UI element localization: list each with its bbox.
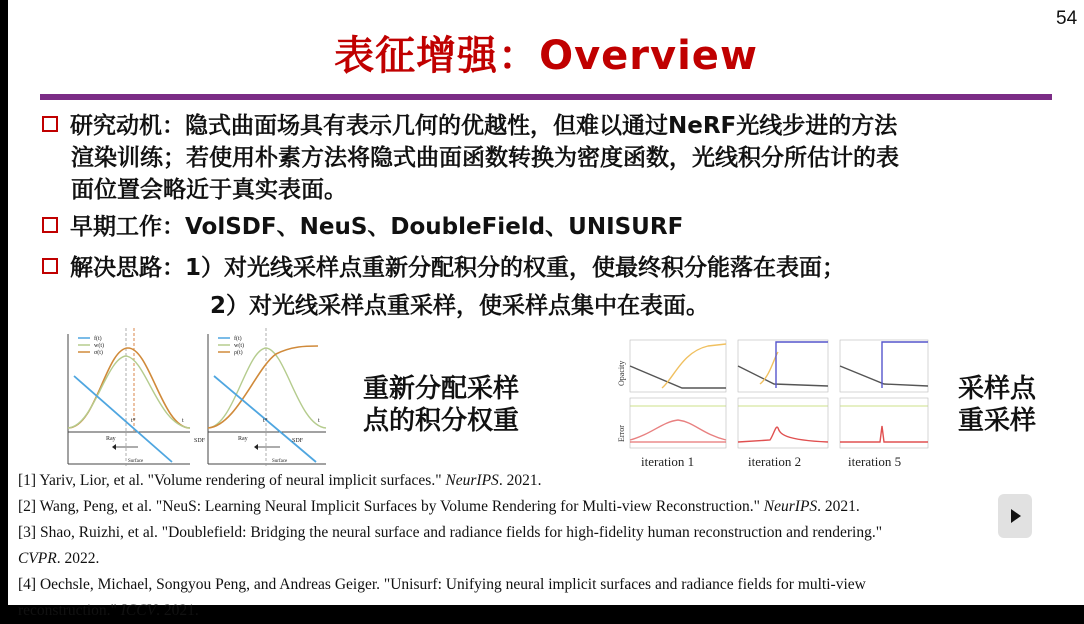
- plot2-sdf-label: SDF: [292, 438, 304, 444]
- weight-redistribution-figure: [66, 328, 328, 468]
- plot1-tick-tstar: t*: [131, 418, 136, 424]
- plot2-legend-w: w(t): [234, 343, 244, 349]
- plot2-tick-tstar: t*: [263, 418, 268, 424]
- plot2-tick-t: t: [318, 418, 320, 424]
- reference-4-cont: reconstruction." ICCV. 2021.: [18, 602, 199, 619]
- plot2-legend-f: f(t): [234, 336, 242, 342]
- reference-3: [3] Shao, Ruizhi, et al. "Doublefield: Bridging the neural surface and radiance fields for high-fidelity human reconstruction and rendering.": [18, 524, 883, 541]
- plot1-legend-f: f(t): [94, 336, 102, 342]
- iteration-2-panels: [738, 340, 828, 448]
- bullet-motivation-line3: 面位置会略近于真实表面。: [71, 177, 347, 203]
- weight-redistribution-caption: [363, 373, 519, 437]
- iteration-1-label: iteration 1: [641, 454, 695, 469]
- plot2-surface-label: Surface: [272, 459, 288, 464]
- iteration-2-label: iteration 2: [748, 454, 802, 469]
- plot2-ray-label: Ray: [238, 436, 248, 442]
- caption2-line2: 重采样: [958, 406, 1037, 436]
- bullet-square-icon: [42, 116, 58, 132]
- plot1-surface-label: Surface: [128, 459, 144, 464]
- bullet-square-icon: [42, 217, 58, 233]
- reference-4: [4] Oechsle, Michael, Songyou Peng, and Andreas Geiger. "Unisurf: Unifying neural implicit surfaces and radiance fields for multi-view: [18, 576, 866, 593]
- reference-1: [1] Yariv, Lior, et al. "Volume rendering of neural implicit surfaces." NeurIPS. 2021.: [18, 472, 542, 489]
- page-number: 54: [1056, 8, 1078, 29]
- bullet-solution-line2: 2）对光线采样点重采样，使采样点集中在表面。: [210, 293, 710, 319]
- slide-title: 表征增强：Overview: [334, 33, 758, 79]
- bullet-motivation: [42, 110, 1052, 206]
- resampling-caption: [958, 373, 1036, 437]
- iteration-1-panels: [630, 340, 726, 448]
- slide: [8, 0, 1084, 619]
- error-axis-label: Error: [617, 425, 626, 442]
- bullet-motivation-line2: 渲染训练；若使用朴素方法将隐式曲面函数转换为密度函数，光线积分所估计的表: [71, 145, 899, 171]
- bullet-solution-line1: 解决思路：1）对光线采样点重新分配积分的权重，使最终积分能落在表面；: [70, 255, 846, 281]
- plot1-ray-label: Ray: [106, 436, 116, 442]
- caption1-line2: 点的积分权重: [363, 406, 520, 436]
- plot1-legend-sigma: σ(t): [94, 350, 103, 356]
- references-list: [18, 468, 1078, 624]
- caption1-line1: 重新分配采样: [363, 374, 520, 404]
- bullet-solution: [42, 252, 845, 284]
- bullet-early-work: [42, 211, 683, 243]
- plot1-legend-w: w(t): [94, 343, 104, 349]
- resampling-figure: [612, 338, 928, 450]
- bullet-square-icon: [42, 258, 58, 274]
- plot2-legend-rho: ρ(t): [234, 350, 243, 356]
- opacity-axis-label: Opacity: [617, 360, 626, 386]
- caption2-line1: 采样点: [958, 374, 1037, 404]
- bullet-early-work-text: 早期工作：VolSDF、NeuS、DoubleField、UNISURF: [70, 214, 684, 240]
- plot-volsdf: [68, 328, 206, 466]
- plot-neus: [208, 328, 326, 466]
- iteration-5-label: iteration 5: [848, 454, 902, 469]
- plot1-tick-t: t: [182, 418, 184, 424]
- plot1-sdf-label: SDF: [194, 438, 206, 444]
- title-divider: [40, 94, 1052, 100]
- iteration-5-panels: [840, 340, 928, 448]
- bullet-motivation-line1: 研究动机：隐式曲面场具有表示几何的优越性，但难以通过NeRF光线步进的方法: [70, 113, 898, 139]
- reference-2: [2] Wang, Peng, et al. "NeuS: Learning Neural Implicit Surfaces by Volume Rendering for Multi-view Reconstruction." NeurIPS. 2021.: [18, 498, 860, 515]
- reference-3-cont: CVPR. 2022.: [18, 550, 100, 567]
- play-button[interactable]: [998, 494, 1032, 538]
